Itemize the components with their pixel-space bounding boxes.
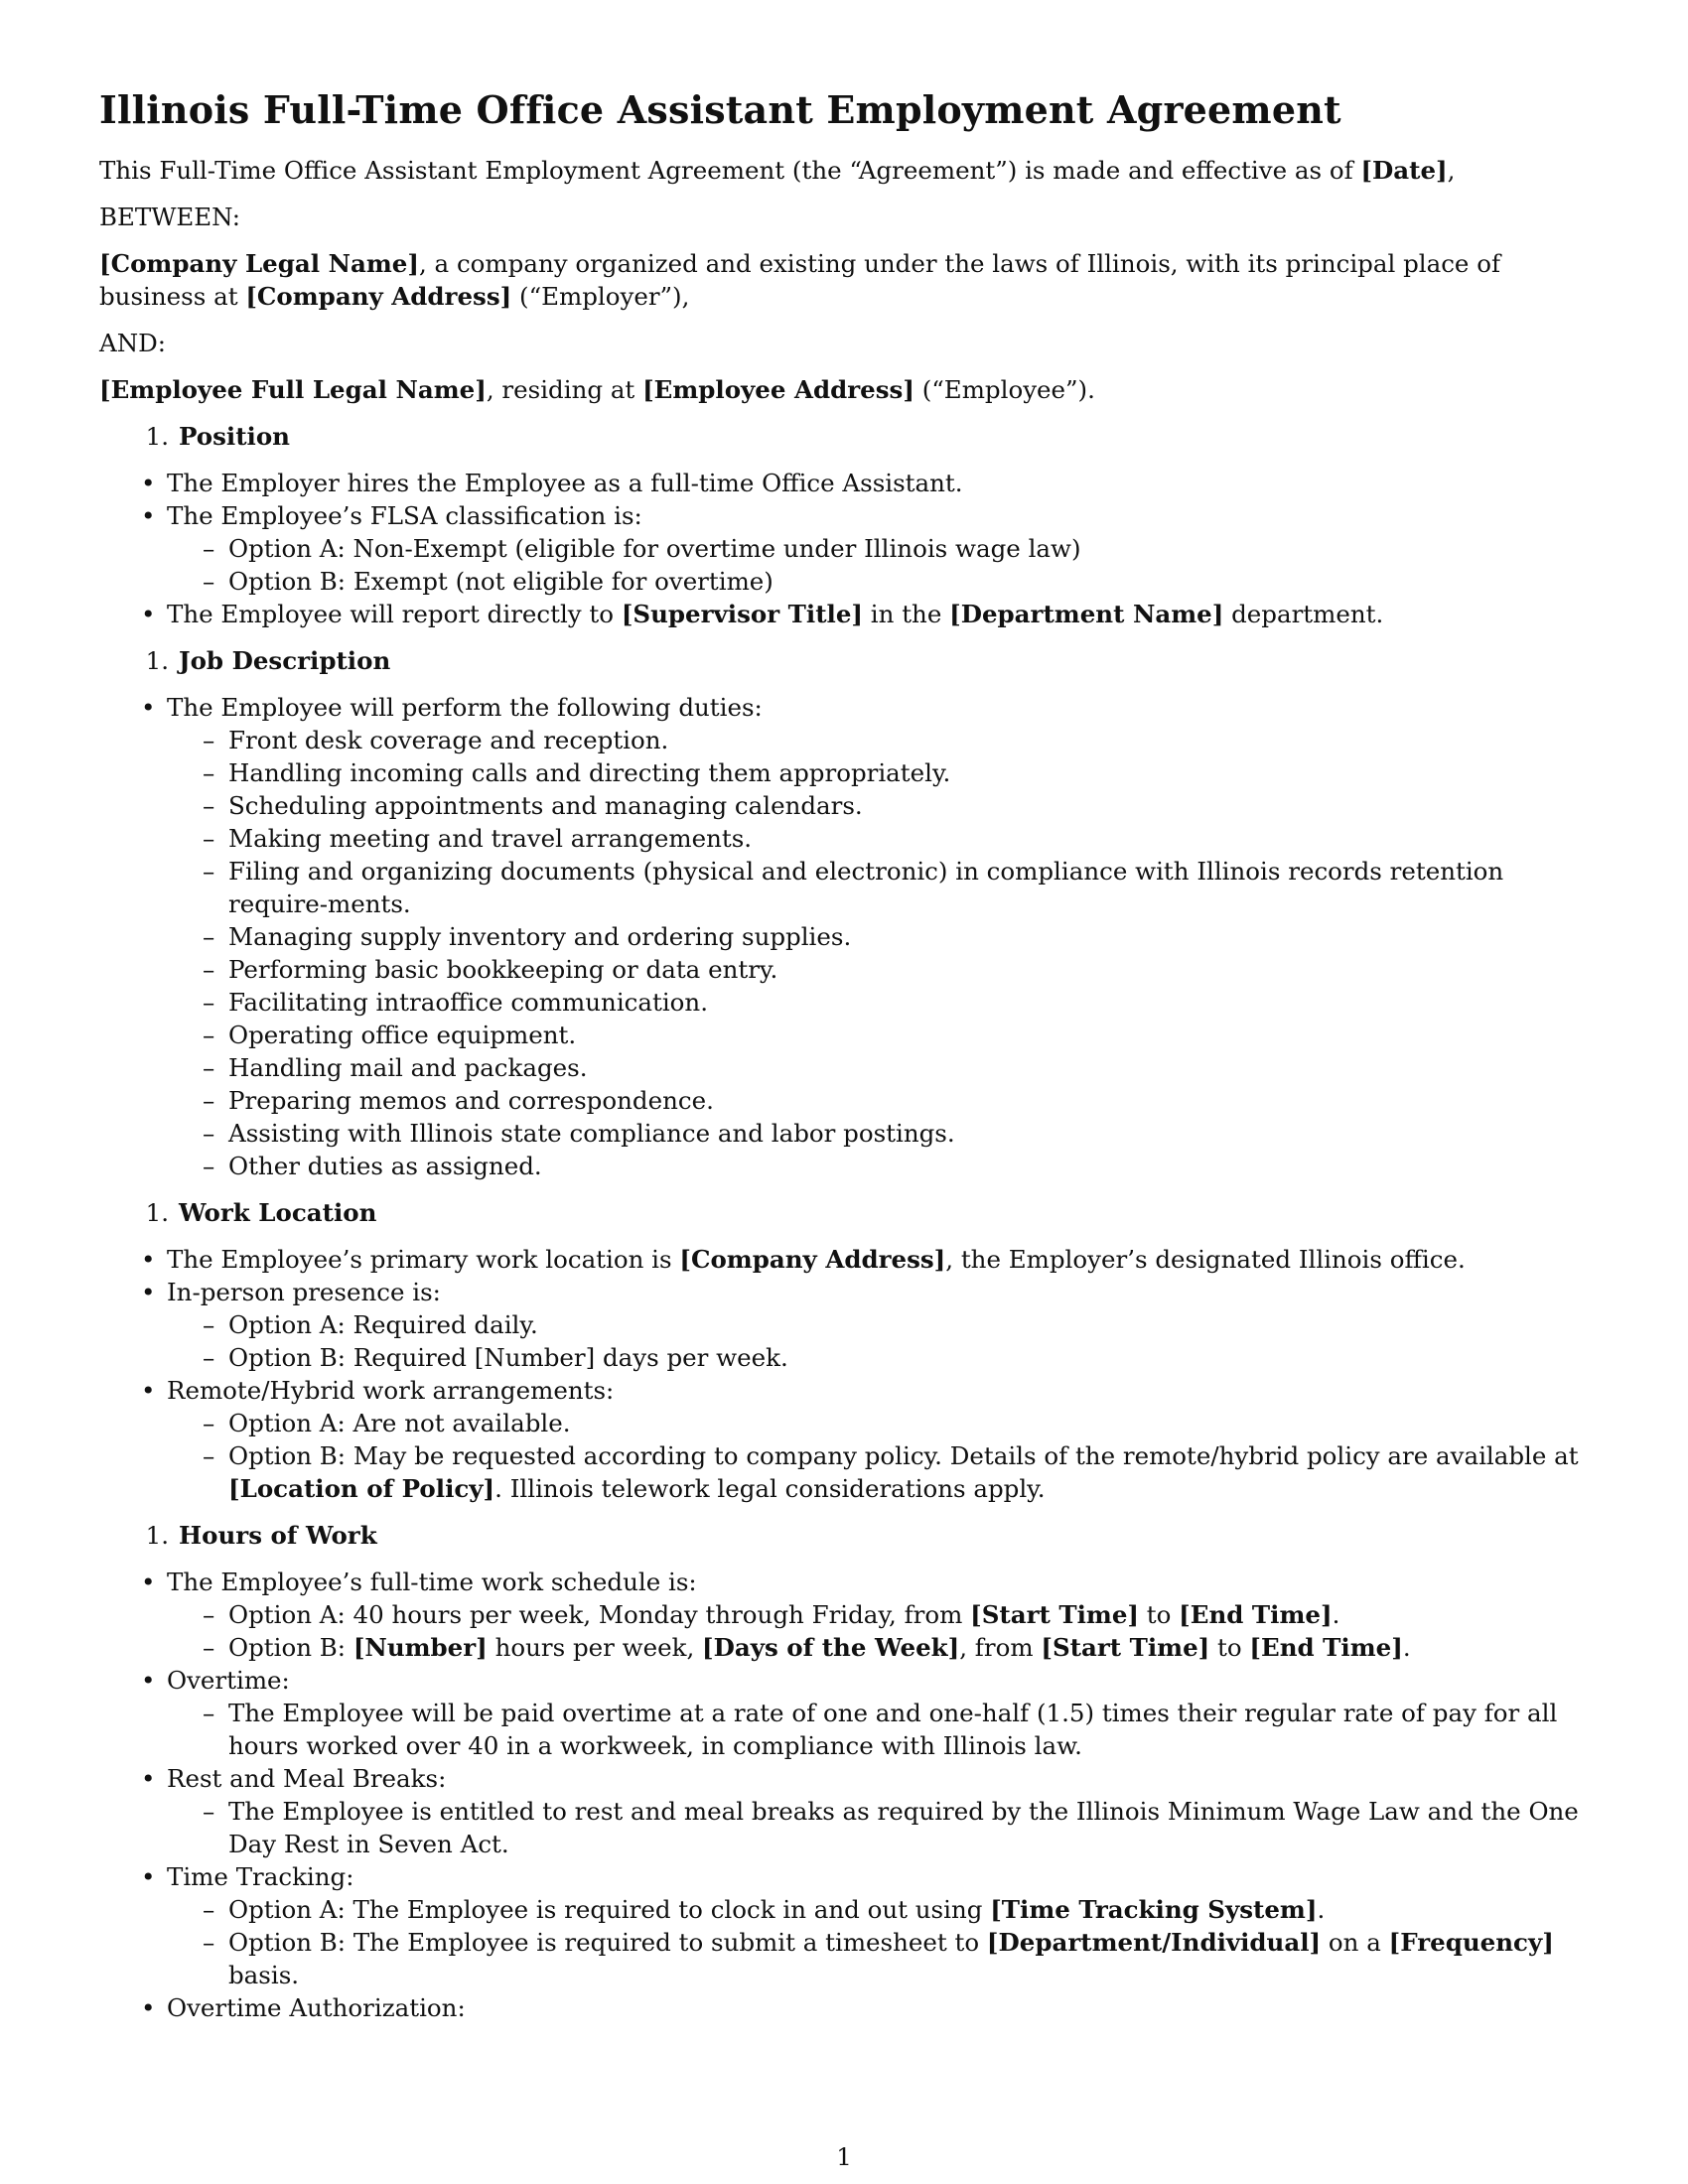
section-heading-job-description: 1. Job Description <box>145 646 391 675</box>
date-placeholder: [Date] <box>1360 156 1448 185</box>
intro-paragraph: This Full-Time Office Assistant Employment Agreement (the “Agreement”) is made and effective as of [Date], <box>99 156 1456 185</box>
duty-item: – Facilitating intraoffice communication. <box>167 986 1589 1019</box>
section-heading-work-location: 1. Work Location <box>145 1198 377 1227</box>
employer-paragraph: [Company Legal Name], a company organized and existing under the laws of Illinois, with its principal place of business at [Company Address] (“Employer”), <box>99 249 1501 311</box>
list-item: • The Employee will perform the following duties: – Front desk coverage and reception. – Handling incoming calls and directing them appropriately. – Scheduling appointments and managing calendars. – Making meeting and travel arrangements. – Filing and organizing documents (physical and electronic) in compliance with Illinois records retention require-ments. – Managing supply inventory and ordering supplies. – Performing basic bookkeeping or data entry. – Facilitating intraoffice communication. – Operating office equipment. – Handling mail and packages. – Preparing memos and correspondence. – Assisting with Illinois state compliance and labor postings. – Other duties as assigned. <box>99 691 1589 1182</box>
list-item: • The Employee’s full-time work schedule is: – Option A: 40 hours per week, Monday through Friday, from [Start Time] to [End Time]. – Option B: [Number] hours per week, [Days of the Week], from [Start Time] to [End Time]. <box>99 1566 1589 1664</box>
section-heading-hours-of-work: 1. Hours of Work <box>145 1521 377 1550</box>
option-item: – Option B: Exempt (not eligible for overtime) <box>167 565 1589 598</box>
and-label: AND: <box>99 329 167 357</box>
list-item: • Overtime Authorization: <box>99 1991 1589 2024</box>
option-item: – Option B: [Number] hours per week, [Days of the Week], from [Start Time] to [End Time]. <box>167 1631 1589 1664</box>
list-item: • In-person presence is: – Option A: Required daily. – Option B: Required [Number] days per week. <box>99 1276 1589 1374</box>
list-item: • The Employer hires the Employee as a full-time Office Assistant. <box>99 467 1589 499</box>
option-item: – The Employee is entitled to rest and meal breaks as required by the Illinois Minimum Wage Law and the One Day Rest in Seven Act. <box>167 1795 1589 1860</box>
document-page <box>99 87 1589 2024</box>
duty-item: – Performing basic bookkeeping or data entry. <box>167 953 1589 986</box>
job-description-list <box>99 691 1589 1182</box>
option-item: – Option B: The Employee is required to submit a timesheet to [Department/Individual] on a [Frequency] basis. <box>167 1926 1589 1991</box>
option-item: – Option A: 40 hours per week, Monday through Friday, from [Start Time] to [End Time]. <box>167 1598 1589 1631</box>
employee-address-placeholder: [Employee Address] <box>642 375 914 404</box>
duty-item: – Other duties as assigned. <box>167 1150 1589 1182</box>
between-label: BETWEEN: <box>99 203 240 231</box>
duty-item: – Assisting with Illinois state compliance and labor postings. <box>167 1117 1589 1150</box>
option-item: – Option A: Are not available. <box>167 1407 1589 1439</box>
duty-item: – Handling incoming calls and directing them appropriately. <box>167 756 1589 789</box>
duty-item: – Preparing memos and correspondence. <box>167 1084 1589 1117</box>
duty-item: – Front desk coverage and reception. <box>167 724 1589 756</box>
position-list <box>99 467 1589 630</box>
duty-item: – Operating office equipment. <box>167 1019 1589 1051</box>
list-item: • Rest and Meal Breaks: – The Employee is entitled to rest and meal breaks as required by the Illinois Minimum Wage Law and the One Day Rest in Seven Act. <box>99 1762 1589 1860</box>
list-item: • The Employee’s primary work location is [Company Address], the Employer’s designated Illinois office. <box>99 1243 1589 1276</box>
list-item: • The Employee will report directly to [Supervisor Title] in the [Department Name] department. <box>99 598 1589 630</box>
employee-paragraph: [Employee Full Legal Name], residing at [Employee Address] (“Employee”). <box>99 375 1095 404</box>
duty-item: – Managing supply inventory and ordering supplies. <box>167 920 1589 953</box>
duty-item: – Handling mail and packages. <box>167 1051 1589 1084</box>
option-item: – Option A: Required daily. <box>167 1308 1589 1341</box>
page-number: 1 <box>836 2142 852 2171</box>
duty-item: – Scheduling appointments and managing calendars. <box>167 789 1589 822</box>
duty-item: – Making meeting and travel arrangements. <box>167 822 1589 855</box>
document-title: Illinois Full-Time Office Assistant Employment Agreement <box>99 87 1341 132</box>
option-item: – Option B: May be requested according to company policy. Details of the remote/hybrid policy are available at [Location of Policy]. Illinois telework legal considerations apply. <box>167 1439 1589 1505</box>
option-item: – Option A: The Employee is required to clock in and out using [Time Tracking System]. <box>167 1893 1589 1926</box>
employee-name-placeholder: [Employee Full Legal Name] <box>99 375 487 404</box>
hours-of-work-list <box>99 1566 1589 2024</box>
option-item: – Option B: Required [Number] days per week. <box>167 1341 1589 1374</box>
company-address-placeholder: [Company Address] <box>245 282 512 311</box>
company-name-placeholder: [Company Legal Name] <box>99 249 419 278</box>
duty-item: – Filing and organizing documents (physical and electronic) in compliance with Illinois records retention require-ments. <box>167 855 1589 920</box>
list-item: • Time Tracking: – Option A: The Employee is required to clock in and out using [Time Tracking System]. – Option B: The Employee is required to submit a timesheet to [Department/Individual] on a [Frequency] basis. <box>99 1860 1589 1991</box>
list-item: • The Employee’s FLSA classification is: – Option A: Non-Exempt (eligible for overtime under Illinois wage law) – Option B: Exempt (not eligible for overtime) <box>99 499 1589 598</box>
option-item: – Option A: Non-Exempt (eligible for overtime under Illinois wage law) <box>167 532 1589 565</box>
work-location-list <box>99 1243 1589 1505</box>
section-heading-position: 1. Position <box>145 422 290 451</box>
list-item: • Overtime: – The Employee will be paid overtime at a rate of one and one-half (1.5) times their regular rate of pay for all hours worked over 40 in a workweek, in compliance with Illinois law. <box>99 1664 1589 1762</box>
list-item: • Remote/Hybrid work arrangements: – Option A: Are not available. – Option B: May be requested according to company policy. Details of the remote/hybrid policy are available at [Location of Policy]. Illinois telework legal considerations apply. <box>99 1374 1589 1505</box>
option-item: – The Employee will be paid overtime at a rate of one and one-half (1.5) times their regular rate of pay for all hours worked over 40 in a workweek, in compliance with Illinois law. <box>167 1697 1589 1762</box>
